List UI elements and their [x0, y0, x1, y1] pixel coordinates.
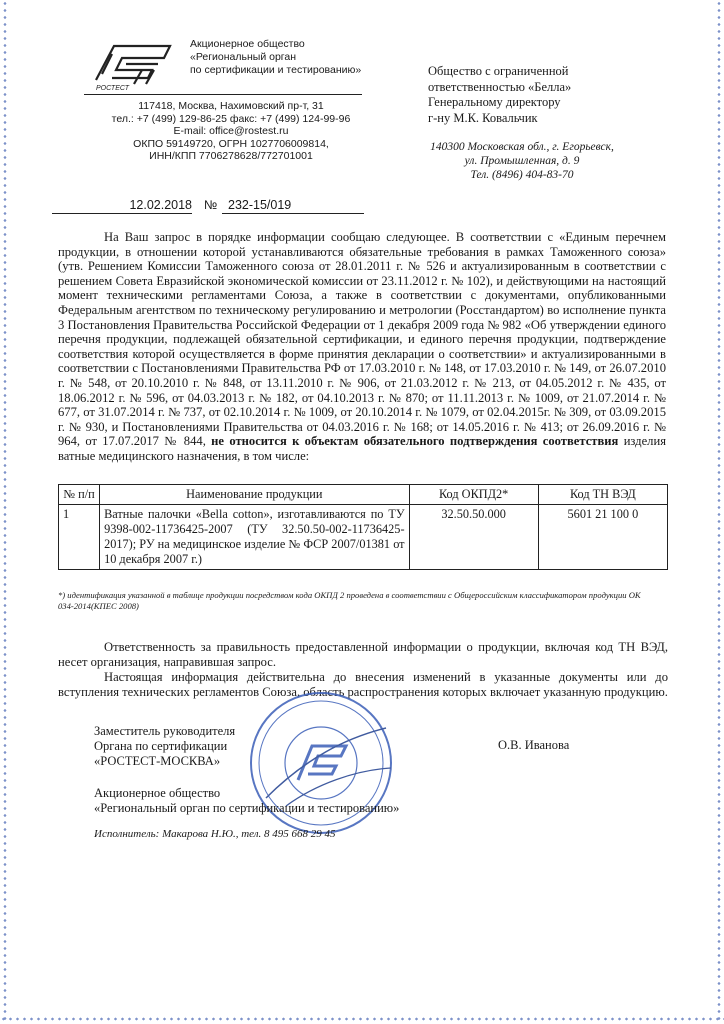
responsibility-paragraph: Ответственность за правильность предоставленной информации о продукции, включая код ТН ВЭД, несет организация, направившая запрос. [58, 640, 668, 669]
issuer-contacts [96, 100, 366, 163]
letter-date: 12.02.2018 [52, 198, 192, 214]
header-product-name: Наименование продукции [100, 485, 410, 505]
address-line: ул. Промышленная, д. 9 [464, 155, 580, 167]
recipient-line: ответственностью «Белла» [428, 79, 572, 94]
signer-title [94, 724, 235, 769]
issuer-org-line: по сертификации и тестированию» [190, 64, 362, 76]
logo-caption: РОСТЕСТ [96, 85, 129, 92]
recipient-line: Общество с ограниченной [428, 64, 569, 78]
body-main-text: На Ваш запрос в порядке информации сообщаю следующее. В соответствии с «Единым перечнем продукции, в отношении которой устанавливаются обязательные требования в рамках Таможенного союза» (утв. Решением Комиссии Таможенного союза от 28.01.2011 г. № 526 и актуализированным в соответствии с решением Совета Евразийской экономической комиссии от 23.11.2012 г. № 102), и действующими на настоящий момент техническими регламентами Союза, а также в соответствии с документами, опубликованными Федеральным агентством по техническому регулированию и метрологии (Росстандартом) во исполнение пункта 3 Постановления Правительства Российской Федерации от 1 декабря 2009 года № 982 «Об утверждении единого перечня продукции, подлежащей обязательной сертификации, и единого перечня продукции, подтверждение соответствия которой осуществляется в форме принятия декларации о соответствии» и актуализированными в соответствии с Постановлениями Правительства РФ от 17.03.2010 г. № 148, от 17.03.2010 г. № 149, от 26.07.2010 г. № 548, от 20.10.2010 г. № 848, от 13.11.2010 г. № 906, от 21.03.2012 г. № 213, от 04.05.2012 г. № 435, от 18.06.2012 г. № 596, от 04.03.2013 г. № 182, от 04.10.2013 г. № 870; от 11.11.2013 г. № 1009, от 21.07.2014 г. № 677, от 31.07.2014 г. № 737, от 02.10.2014 г. № 1009, от 20.10.2014 г. № 1079, от 02.04.2015г. № 309, от 03.09.2015 г. № 930, и Постановлениями Правительства от 04.03.2016 г. № 168; от 14.05.2016 г. № 413; от 26.09.2016 г. № 964, от 17.07.2017 № 844, [58, 230, 666, 449]
recipient-address [412, 140, 632, 182]
cell-number: 1 [59, 505, 100, 570]
cell-okpd2: 32.50.50.000 [409, 505, 538, 570]
table-header-row [59, 485, 668, 505]
contact-address: 117418, Москва, Нахимовский пр-т, 31 [138, 100, 324, 112]
decorative-border-left [2, 0, 8, 1024]
header-okpd2: Код ОКПД2* [409, 485, 538, 505]
cell-tn-ved: 5601 21 100 0 [538, 505, 667, 570]
body-bold-text: не относится к объектам обязательного подтверждения соответствия [211, 434, 619, 449]
header-number: № п/п [59, 485, 100, 505]
recipient-line: г-ну М.К. Ковальчик [428, 110, 538, 125]
rostest-logo-icon [82, 40, 182, 92]
issuer-org-line: «Региональный орган [190, 51, 297, 63]
cell-product-name: Ватные палочки «Bella cotton», изготавливаются по ТУ 9398-002-11736425-2007 (ТУ 32.50.50-002-11736425-2017); РУ на медицинское изделие № ФСР 2007/01381 от 10 декабря 2007 г.) [100, 505, 410, 570]
table-row [59, 505, 668, 570]
body-paragraph [58, 230, 666, 464]
signer-name: О.В. Иванова [498, 738, 570, 752]
signature-org-line: Акционерное общество [94, 786, 221, 800]
letter-number: 232-15/019 [222, 198, 364, 214]
header-tn-ved: Код ТН ВЭД [538, 485, 667, 505]
contact-inn: ИНН/КПП 7706278628/772701001 [149, 150, 313, 162]
address-line: Тел. (8496) 404-83-70 [470, 169, 574, 181]
signature-org-line: «Региональный орган по сертификации и тестированию» [94, 801, 400, 815]
letter-number-label: № [204, 198, 218, 212]
body-tail-text: изделия ватные медицинского назначения, в том числе: [58, 434, 666, 463]
issuer-org-name [190, 38, 361, 77]
table-footnote: *) идентификация указанной в таблице продукции посредством кода ОКПД 2 проведена в соответствии с Общероссийским классификатором продукции ОК 034-2014(КПЕС 2008) [58, 590, 641, 611]
signer-title-line: Органа по сертификации [94, 739, 228, 753]
contact-phone: тел.: +7 (499) 129-86-25 факс: +7 (499) 124-99-96 [111, 112, 351, 125]
address-line: 140300 Московская обл., г. Егорьевск, [430, 141, 614, 153]
recipient-block [428, 64, 571, 126]
decorative-border-bottom [0, 1016, 724, 1022]
issuer-org-line: Акционерное общество [190, 38, 305, 50]
contact-okpo: ОКПО 59149720, ОГРН 1027706009814, [133, 137, 329, 150]
contact-email: E-mail: office@rostest.ru [173, 125, 289, 137]
signer-title-line: «РОСТЕСТ-МОСКВА» [94, 754, 221, 768]
product-table [58, 484, 668, 570]
validity-paragraph: Настоящая информация действительна до внесения изменений в указанные документы или до вступления технических регламентов Союза, область распространения которых включает указанную продукцию. [58, 670, 668, 699]
executor-info: Исполнитель: Макарова Н.Ю., тел. 8 495 668 29 45 [94, 828, 336, 840]
header-divider [84, 94, 362, 95]
decorative-border-right [716, 0, 722, 1024]
signer-title-line: Заместитель руководителя [94, 724, 236, 738]
signature-org [94, 786, 399, 816]
recipient-line: Генеральному директору [428, 95, 561, 109]
